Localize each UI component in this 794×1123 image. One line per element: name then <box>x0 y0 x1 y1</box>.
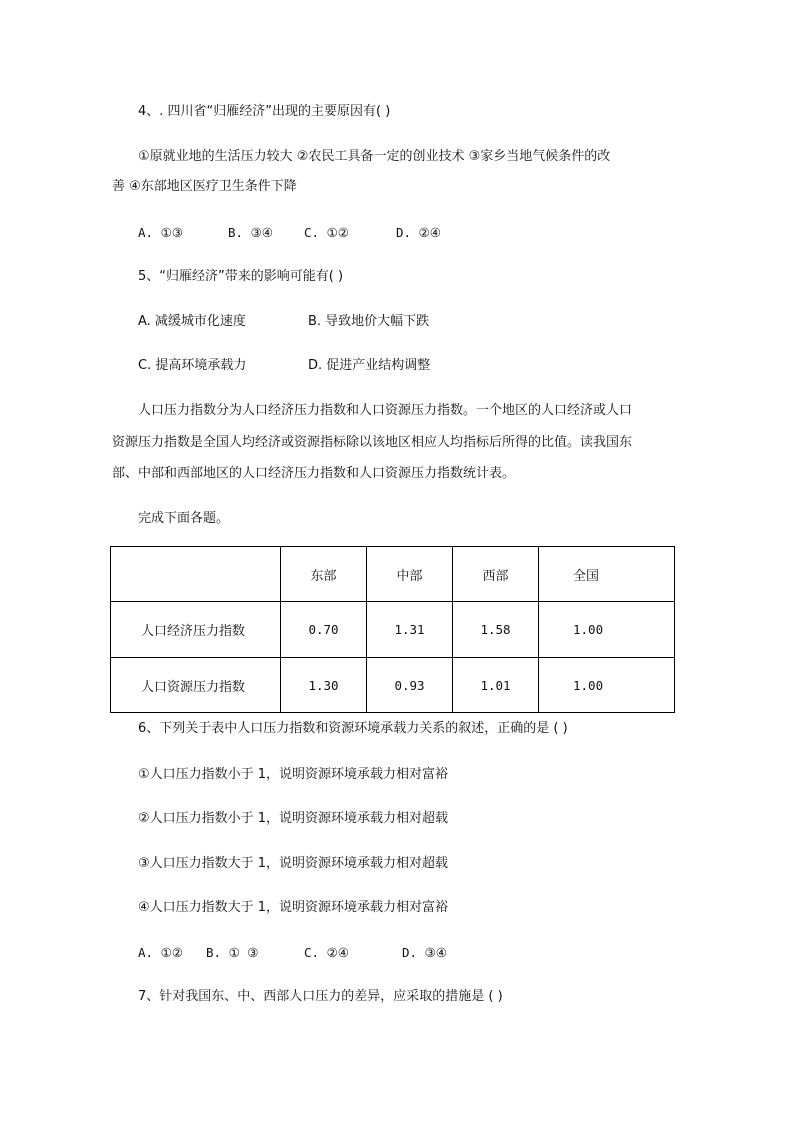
table-cell: 0.70 <box>281 602 367 658</box>
question-5-stem: 5、“归雁经济”带来的影响可能有( ) <box>138 269 344 284</box>
table-cell: 1.00 <box>539 658 675 713</box>
option-b: B. ① ③ <box>206 945 259 960</box>
table-header-corner <box>111 547 281 602</box>
table-row-label: 人口资源压力指数 <box>111 658 281 713</box>
option-c: C. 提高环境承载力 <box>138 358 247 373</box>
option-c: C. ①② <box>304 225 349 240</box>
question-4-statements-line1: ①原就业地的生活压力较大 ②农民工具备一定的创业技术 ③家乡当地气候条件的改 <box>138 149 611 164</box>
question-4-options <box>138 224 441 242</box>
option-a: A. ①③ <box>138 225 183 240</box>
table-cell: 1.00 <box>539 602 675 658</box>
table-header-west: 西部 <box>453 547 539 602</box>
option-d: D. ②④ <box>396 225 441 240</box>
table-header-central: 中部 <box>367 547 453 602</box>
table-row <box>111 602 675 658</box>
table-row <box>111 658 675 713</box>
question-7-stem: 7、针对我国东、中、西部人口压力的差异，应采取的措施是 ( ) <box>138 989 503 1004</box>
question-4-statements-line2: 善 ④东部地区医疗卫生条件下降 <box>112 179 297 194</box>
question-4-stem: 4、. 四川省“归雁经济”出现的主要原因有( ) <box>138 104 391 119</box>
question-6-statement-3: ③人口压力指数大于 1，说明资源环境承载力相对超载 <box>138 856 449 871</box>
option-b: B. 导致地价大幅下跌 <box>308 314 430 329</box>
question-6-statement-2: ②人口压力指数小于 1，说明资源环境承载力相对超载 <box>138 811 449 826</box>
table-header-east: 东部 <box>281 547 367 602</box>
option-d: D. ③④ <box>402 945 447 960</box>
passage-instruction: 完成下面各题。 <box>138 511 230 526</box>
population-pressure-table <box>110 546 675 713</box>
table-cell: 0.93 <box>367 658 453 713</box>
option-a: A. 减缓城市化速度 <box>138 314 246 329</box>
question-5-options-row2 <box>138 357 430 375</box>
passage-line-3: 部、中部和西部地区的人口经济压力指数和人口资源压力指数统计表。 <box>112 466 516 481</box>
option-c: C. ②④ <box>304 945 349 960</box>
table-cell: 1.31 <box>367 602 453 658</box>
question-5-options-row1 <box>138 313 429 331</box>
option-d: D. 促进产业结构调整 <box>308 358 431 373</box>
table-cell: 1.01 <box>453 658 539 713</box>
table-row-label: 人口经济压力指数 <box>111 602 281 658</box>
option-a: A. ①② <box>138 945 183 960</box>
question-6-statement-4: ④人口压力指数大于 1，说明资源环境承载力相对富裕 <box>138 900 449 915</box>
table-header-national: 全国 <box>539 547 675 602</box>
table-cell: 1.30 <box>281 658 367 713</box>
table-cell: 1.58 <box>453 602 539 658</box>
question-6-statement-1: ①人口压力指数小于 1，说明资源环境承载力相对富裕 <box>138 767 449 782</box>
table-header-row <box>111 547 675 602</box>
question-6-options <box>138 944 447 962</box>
passage-line-2: 资源压力指数是全国人均经济或资源指标除以该地区相应人均指标后所得的比值。读我国东 <box>112 435 633 450</box>
option-b: B. ③④ <box>228 225 273 240</box>
question-6-stem: 6、下列关于表中人口压力指数和资源环境承载力关系的叙述，正确的是 ( ) <box>138 721 568 736</box>
passage-line-1: 人口压力指数分为人口经济压力指数和人口资源压力指数。一个地区的人口经济或人口 <box>138 403 633 418</box>
